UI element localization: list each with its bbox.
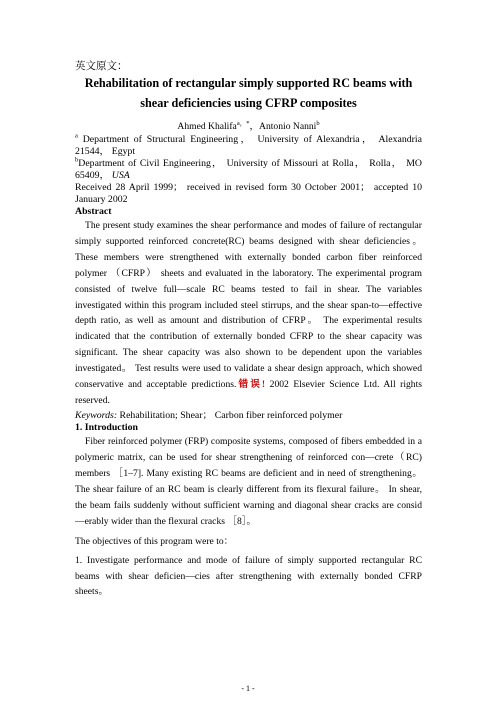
abstract-copyright: 2002 Elsevier Science Ltd. All rights reserved. (75, 379, 422, 406)
authors-line (75, 118, 422, 132)
keywords-label: Keywords: (75, 409, 118, 421)
introduction-heading: 1. Introduction (75, 421, 138, 433)
paper-title-line-2: shear deficiencies using CFRP composites (140, 96, 357, 110)
affiliation-a-marker: a (75, 132, 78, 140)
author-2: ，Antonio Nanni (249, 121, 317, 132)
affiliation-b (75, 158, 422, 182)
affiliation-b-marker: b (75, 156, 79, 164)
abstract-text: The present study examines the shear performance and modes of failure of rectangular simply supported reinforced concrete(RC) beams designed with shear deficiencies。 These members were strengthened with externally bonded carbon fiber reinforced polymer （CFRP） sheets and evaluated in the laboratory. The experimental program consisted of twelve full—scale RC beams tested to fail in shear. The variables investigated within this program included steel stirrups, and the shear span-to—effective depth ratio, as well as amount and distribution of CFRP。 The experimental results indicated that the contribution of externally bonded CFRP to the shear capacity was significant. The shear capacity was also shown to be dependent upon the variables investigated。 Test results were used to validate a shear design approach, which showed conservative and acceptable predictions. (75, 220, 422, 391)
author-1: Ahmed Khalifa (177, 121, 237, 132)
affiliation-a (75, 134, 422, 158)
received-dates: Received 28 April 1999； received in revised form 30 October 2001； accepted 10 January 2002 (75, 182, 422, 205)
affiliation-b-text: Department of Civil Engineering， University of Missouri at Rolla， Rolla， MO 65409， (75, 158, 422, 181)
abstract-body (75, 218, 422, 409)
affiliation-b-country: USA (111, 170, 130, 181)
keywords-text: Rehabilitation; Shear； Carbon fiber reinforced polymer (117, 409, 343, 421)
paper-title-line-1: Rehabilitation of rectangular simply supported RC beams with (84, 76, 413, 90)
abstract-heading: Abstract (75, 206, 112, 217)
lead-label: 英文原文： (75, 61, 128, 72)
affiliation-a-text: Department of Structural Engineering， University of Alexandria， Alexandria 21544， Egypt (75, 134, 422, 157)
objective-item-1: 1. Investigate performance and mode of failure of simply supported rectangular RC beams with shear deficien—cies after strengthening with externally bonded CFRP sheets。 (75, 555, 422, 598)
author-1-marker: a，* (236, 119, 250, 127)
page-number: - 1 - (241, 684, 255, 693)
objectives-line: The objectives of this program were to： (75, 535, 234, 547)
document-page (75, 58, 422, 600)
introduction-body: Fiber reinforced polymer (FRP) composite systems, composed of fibers embedded in a polymeric matrix, can be used for shear strengthening of reinforced con—crete（RC) members ［1–7]. Many existing RC beams are deficient and in need of strengthening。 The shear failure of an RC beam is clearly different from its flexural failure。 In shear, the beam fails suddenly without sufficient warning and diagonal shear cracks are consid—erably wider than the flexural cracks ［8］。 (75, 435, 422, 527)
keywords-line (75, 410, 422, 422)
author-2-marker: b (316, 119, 320, 127)
error-marker: 错误! (236, 379, 266, 391)
